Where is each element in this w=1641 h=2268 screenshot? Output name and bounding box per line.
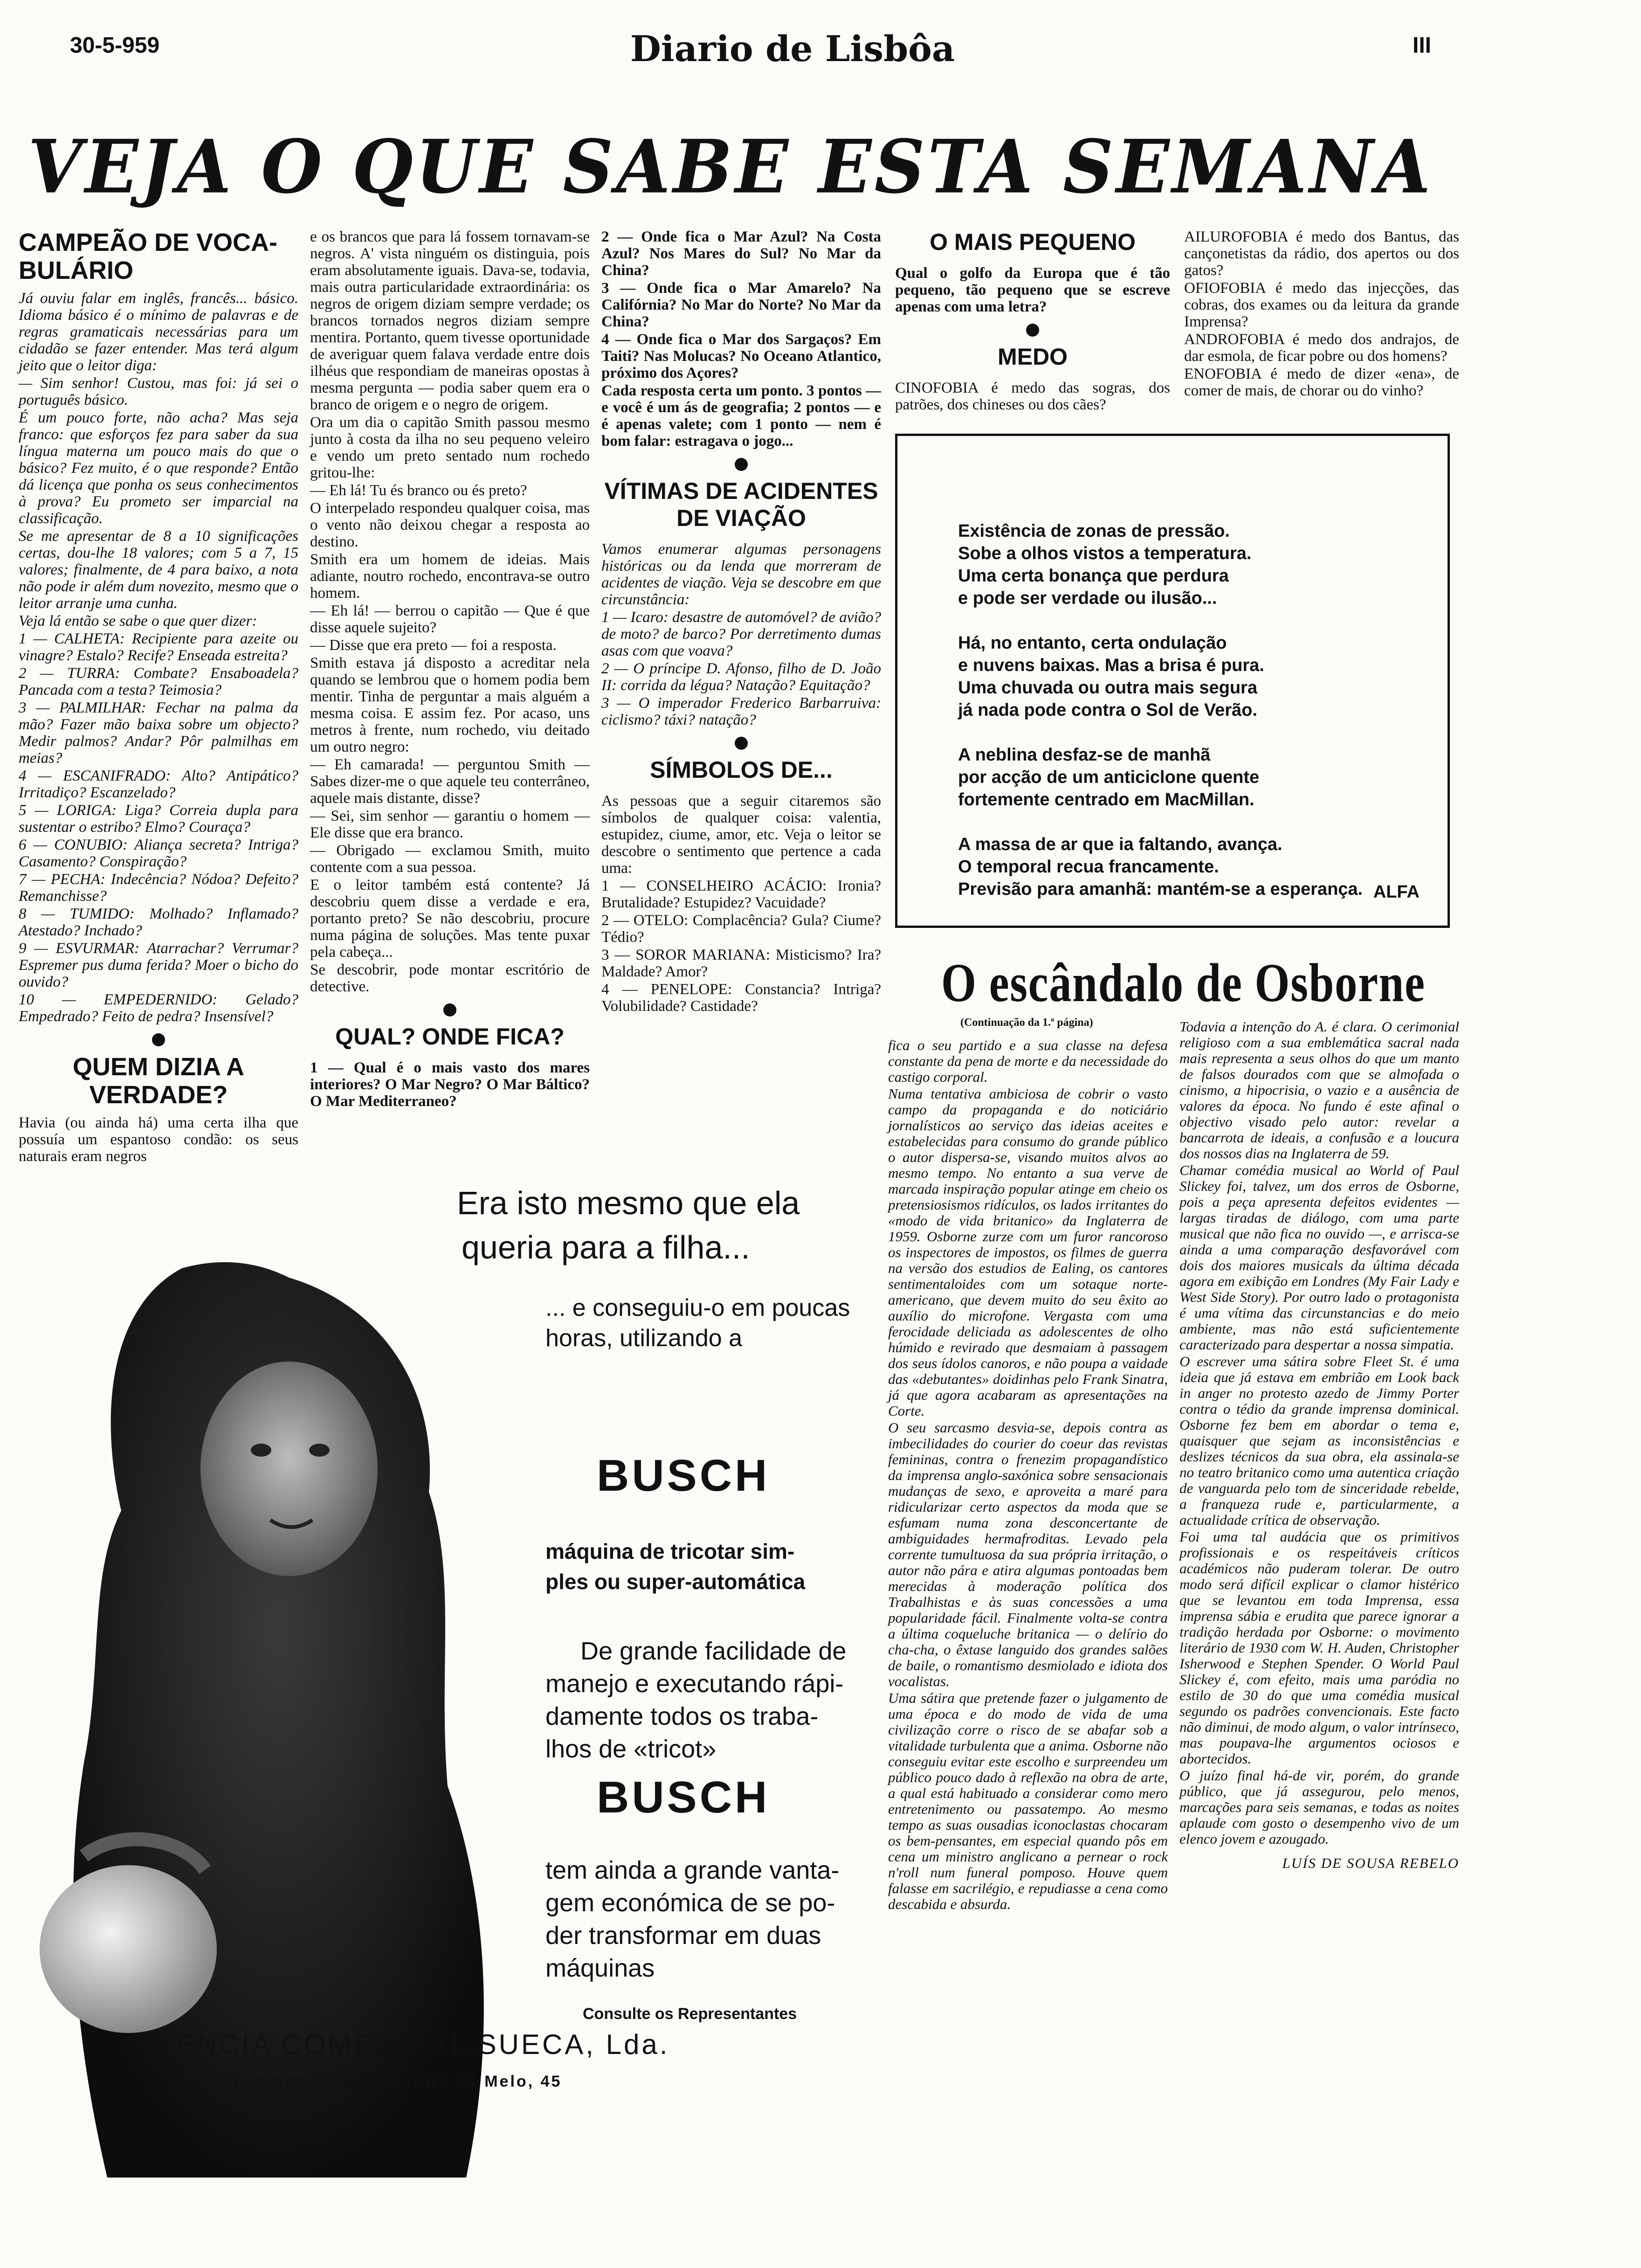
osborne-paragraph: Chamar comédia musical ao World of Paul Slickey foi, talvez, um dos erros de Osborne, pois a peça apresenta defeitos evidentes — largas tiradas de diálogo, com uma parte musical que não fica no ouvido —, e arrisca-se ainda a uma comparação desfavorável com dois dos maiores musicals da última década agora em exibição em Londres (My Fair Lady e West Side Story). Por outro lado o protagonista é uma vítima das circunstancias e do meio ambiente, mas não está suficientemente caracterizado para despertar a nossa simpatia. — [1179, 1162, 1459, 1353]
column-quiz — [601, 228, 881, 1016]
weather-poem-box — [895, 434, 1450, 928]
truth-intro: Havia (ou ainda há) uma certa ilha que possuía um espantoso condão: os seus naturais eram negros — [19, 1114, 298, 1165]
truth-story-paragraph: — Obrigado — exclamou Smith, muito contente com a sua pessoa. — [310, 842, 590, 876]
vocabulary-text — [19, 290, 298, 1025]
busch-brand-1: BUSCH — [597, 1451, 770, 1500]
column-phobias — [1184, 228, 1459, 400]
vocabulary-paragraph: 5 — LORIGA: Liga? Correia dupla para sustentar o estribo? Elmo? Couraça? — [19, 802, 298, 836]
phobia-question: ENOFOBIA é medo de dizer «ena», de comer de mais, de chorar ou do vinho? — [1184, 366, 1459, 399]
accidents-text — [601, 541, 881, 728]
truth-story-paragraph: — Disse que era preto — foi a resposta. — [310, 637, 557, 654]
poem-line: já nada pode contra o Sol de Verão. — [958, 700, 1257, 720]
poem-line: Existência de zonas de pressão. — [958, 521, 1230, 541]
vocabulary-heading: CAMPEÃO DE VOCA-BULÁRIO — [19, 228, 278, 284]
vocabulary-paragraph: 6 — CONUBIO: Aliança secreta? Intriga? Casamento? Conspiração? — [19, 837, 298, 870]
truth-story-paragraph: Se descobrir, pode montar escritório de detective. — [310, 961, 590, 995]
truth-story-paragraph: O interpelado respondeu qualquer coisa, mas o vento não deixou chegar a resposta ao destino. — [310, 500, 590, 550]
truth-story-paragraph: Smith era um homem de ideias. Mais adiante, noutro rochedo, encontrava-se outro homem. — [310, 551, 590, 602]
ad-text-8: lhos de «tricot» — [545, 1735, 717, 1763]
vocabulary-paragraph: 2 — TURRA: Combate? Ensaboadela? Pancada com a testa? Teimosia? — [19, 665, 298, 698]
separator-dot — [1026, 324, 1039, 337]
ad-text-9: tem ainda a grande vanta- — [545, 1856, 840, 1884]
accidents-paragraph: 1 — Icaro: desastre de automóvel? de avião? de moto? de barco? Por derretimento dumas asas com que voava? — [601, 609, 881, 659]
column-smallest — [895, 228, 1170, 414]
poem-line: Há, no entanto, certa ondulação — [958, 633, 1227, 653]
issue-date: 30-5-959 — [70, 33, 160, 58]
osborne-paragraph: Foi uma tal audácia que os primitivos profissionais e os respeitáveis críticos académicos não puderam tolerar. De outro modo será difícil explicar o clamor histérico que se levantou em toda Imprensa, essa imprensa sábia e erudita que parece ignorar a tradição herdada por Osborne: o movimento literário de 1930 com W. H. Auden, Christopher Isherwood e Stephen Spender. O World Paul Slickey é, com efeito, mais uma paródia no estilo de 30 do que uma comédia musical segundo os padrões convencionais. Este facto não diminui, de modo algum, o valor intrínseco, mas poupava-lhe argumentos ociosos e abortecidos. — [1179, 1528, 1459, 1767]
osborne-paragraph: fica o seu partido e a sua classe na defesa constante da pena de morte e da necessidade do castigo corporal. — [888, 1037, 1168, 1085]
poem-line: e pode ser verdade ou ilusão... — [958, 588, 1217, 608]
smallest-question: Qual o golfo da Europa que é tão pequeno, tão pequeno que se escreve apenas com uma letra? — [895, 265, 1170, 315]
truth-heading: QUEM DIZIA A VERDADE? — [73, 1053, 244, 1109]
separator-dot — [735, 458, 748, 471]
column-truth-story — [310, 228, 590, 1111]
osborne-continuation: (Continuação da 1.ª página) — [960, 1016, 1093, 1029]
poem-line: A neblina desfaz-se de manhã — [958, 745, 1211, 765]
truth-story-paragraph: — Eh lá! Tu és branco ou és preto? — [310, 482, 527, 499]
ad-agency: AGENCIA COMERCIAL SUECA, Lda. — [131, 2029, 670, 2060]
ad-text-4: ples ou super-automática — [545, 1570, 806, 1594]
vocabulary-paragraph: É um pouco forte, não acha? Mas seja franco: que esforços fez para saber da sua língua materna um pouco mais do que o básico? Fez muito, é o que responde? Então dá licença que ponha os seus conhecimentos à prova? Eu prometo ser imparcial na classificação. — [19, 409, 298, 527]
ad-text-10: gem económica de se po- — [545, 1889, 835, 1917]
poem-line: A massa de ar que ia faltando, avança. — [958, 835, 1282, 854]
phobia-question: AILUROFOBIA é medo dos Bantus, das cançonetistas da rádio, dos apertos ou dos gatos? — [1184, 228, 1459, 279]
ad-headline-1: Era isto mesmo que ela — [457, 1185, 800, 1221]
weather-poem — [958, 520, 1406, 923]
osborne-right-text — [1179, 1019, 1459, 1847]
poem-line: e nuvens baixas. Mas a brisa é pura. — [958, 656, 1264, 675]
page-number: III — [1413, 33, 1432, 58]
accidents-paragraph: Vamos enumerar algumas personagens históricas ou da lenda que morreram de acidentes de viação. Veja se descobre em que circunstância: — [601, 541, 881, 608]
accidents-heading: VÍTIMAS DE ACIDENTES DE VIAÇÃO — [604, 478, 878, 531]
sea-question: 4 — Onde fica o Mar dos Sargaços? Em Taiti? Nas Molucas? No Oceano Atlantico, próximo dos Açores? — [601, 331, 881, 381]
sea-question: Cada resposta certa um ponto. 3 pontos — e você é um ás de geografia; 2 pontos — e é apenas valete; com 1 ponto — nem é bom falar: estragava o jogo... — [601, 382, 881, 449]
symbols-paragraph: 1 — CONSELHEIRO ACÁCIO: Ironia? Brutalidade? Estupidez? Vacuidade? — [601, 878, 881, 911]
poem-line: fortemente centrado em MacMillan. — [958, 790, 1255, 809]
vocabulary-paragraph: 7 — PECHA: Indecência? Nódoa? Defeito? Remanchisse? — [19, 871, 298, 905]
symbols-text — [601, 793, 881, 1015]
newspaper-title: Diario de Lisbôa — [630, 28, 955, 69]
ad-text-1: ... e conseguiu-o em poucas — [545, 1294, 850, 1321]
osborne-paragraph: Uma sátira que pretende fazer o julgamento de uma época e do modo de vida de uma civilização corre o risco de se abafar sob a vitalidade turbulenta que a anima. Osborne não conseguiu evitar este escolho e surpreendeu um público pouco dado à reflexão na obra de arte, a qual está habituado a considerar como mero entretenimento ou passatempo. Ao mesmo tempo as suas ousadias iconoclastas chocaram os bem-pensantes, em especial quando pôs em cena um ministro anglicano a pernear o rock n'roll num funeral pomposo. Houve quem falasse em sacrilégio, e repudiasse a cena como descabida e absurda. — [888, 1690, 1168, 1912]
vocabulary-paragraph: 9 — ESVURMAR: Atarrachar? Verrumar? Espremer pus duma ferida? Moer o bicho do ouvido? — [19, 940, 298, 990]
ad-text-3: máquina de tricotar sim- — [545, 1539, 795, 1563]
poem-stanza — [958, 744, 1406, 811]
poem-line: Uma chuvada ou outra mais segura — [958, 678, 1257, 698]
osborne-paragraph: O seu sarcasmo desvia-se, depois contra as imbecilidades do courier do coeur das revistas femininas, contra o frenezim propagandístico da imprensa anglo-saxónica sobre sensacionais mudanças de sexo, e aproveita a maré para ridicularizar certo aspectos da moda que se esfumam numa zona desconcertante de ambiguidades hermafroditas. Levado pela corrente tumultuosa da sua própria irritação, o autor não pára e atira algumas pontoadas bem merecidas à moderação política dos Trabalhistas e às suas concessões a uma popularidade fácil. Finalmente volta-se contra a última coqueluche britanica — o delírio do cha-cha, o êxtase languido dos grandes salões de baile, o romantismo desmiolado e idiota dos vocalistas. — [888, 1419, 1168, 1689]
busch-advertisement — [0, 1152, 867, 2266]
osborne-left-text — [888, 1037, 1168, 1912]
truth-story-paragraph: — Sei, sim senhor — garantiu o homem — Ele disse que era branco. — [310, 808, 590, 841]
ad-consult: Consulte os Representantes — [583, 2005, 797, 2023]
where-heading: QUAL? ONDE FICA? — [335, 1023, 565, 1050]
vocabulary-paragraph: 10 — EMPEDERNIDO: Gelado? Empedrado? Feito de pedra? Insensível? — [19, 991, 298, 1025]
symbols-heading: SÍMBOLOS DE... — [650, 757, 833, 783]
osborne-paragraph: Todavia a intenção do A. é clara. O cerimonial religioso com a sua emblemática sacral nada mais representa a seus olhos do que um manto de falsos dourados com que se almofada o cinismo, a hipocrisia, o vazio e a ausência de valores da época. No fundo é este afinal o objectivo visado pelo autor: revelar a bancarrota de ideais, a confusão e a loucura dos nossos dias na Inglaterra de 59. — [1179, 1018, 1459, 1162]
poem-line: O temporal recua francamente. — [958, 857, 1219, 877]
vocabulary-paragraph: 4 — ESCANIFRADO: Alto? Antipático? Irritadiço? Escanzelado? — [19, 768, 298, 801]
accidents-paragraph: 2 — O príncipe D. Afonso, filho de D. João II: corrida da légua? Natação? Equitação? — [601, 660, 881, 694]
separator-dot — [443, 1003, 456, 1016]
vocabulary-paragraph: — Sim senhor! Custou, mas foi: já sei o português básico. — [19, 375, 298, 408]
truth-story-text — [310, 228, 590, 995]
accidents-paragraph: 3 — O imperador Frederico Barbarruiva: ciclismo? táxi? natação? — [601, 695, 881, 728]
truth-story-paragraph: E o leitor também está contente? Já descobriu quem disse a verdade e era, portanto preto? Se não descobriu, procure numa página de soluções. Mas tente puxar pela cabeça... — [310, 877, 590, 961]
busch-brand-2: BUSCH — [597, 1772, 770, 1822]
poem-stanza — [958, 520, 1406, 609]
symbols-paragraph: 2 — OTELO: Complacência? Gula? Ciume? Tédio? — [601, 912, 881, 946]
osborne-paragraph: Numa tentativa ambiciosa de cobrir o vasto campo da propaganda e do noticiário jornalísticos ao serviço das ideias aceites e estabelecidas para consumo do grande público o autor dispersa-se, visando muitos alvos ao mesmo tempo. No entanto a sua verve de marcada inspiração popular atinge em cheio os pretensiosismos ridículos, os lados irritantes do «modo de vida britanico» da Inglaterra de 1959. Osborne zurze com um furor rancoroso os inspectores de impostos, os filmes de guerra na versão dos estudios de Ealing, os cantores sentimentaloides com um sotaque norte-americano, que devem muito do seu êxito ao auxílio do microfone. Vergasta com uma ferocidade deliciada as adolescentes de olho húmido e revirado que desmaiam à passagem dos seus ídolos canoros, e não poupa a vaidade das «debutantes» doidinhas pelo Frank Sinatra, já que agora acabaram as apresentações na Corte. — [888, 1086, 1168, 1419]
poem-stanza — [958, 833, 1406, 900]
column-vocabulary — [19, 228, 298, 1166]
poem-line: Sobe a olhos vistos a temperatura. — [958, 544, 1252, 563]
vocabulary-paragraph: 8 — TUMIDO: Molhado? Inflamado? Atestado? Inchado? — [19, 906, 298, 939]
symbols-paragraph: As pessoas que a seguir citaremos são símbolos de qualquer coisa: valentia, estupidez, ciume, amor, etc. Veja o leitor se descobre o sentimento que pertence a cada uma: — [601, 793, 881, 877]
ad-headline-2: queria para a filha... — [462, 1229, 750, 1265]
osborne-paragraph: O escrever uma sátira sobre Fleet St. é uma ideia que já estava em embrião em Look back in anger no protesto azedo de Jimmy Porter contra o tédio da grande imprensa dominical. Osborne fez bem em abordar o tema e, quaisquer que sejam as inconsistências e deslizes técnicos da sua obra, ela assinala-se no teatro britanico como uma autentica criação de vanguarda pelo tom de sinceridade rebelde, a franqueza rude e, particularmente, a actualidade crítica de observação. — [1179, 1353, 1459, 1528]
truth-story-paragraph: e os brancos que para lá fossem tornavam-se negros. A' vista ninguém os distinguia, pois eram absolutamente iguais. Dava-se, todavia, mais outra particularidade extraordinária: os negros de origem diziam sempre verdade; os brancos tornados negros diziam sempre mentira. Portanto, quem tivesse oportunidade de averiguar quem falava verdade entre dois ilhéus que respondiam de maneiras opostas à mesma pergunta — podia saber quem era o branco de origem e o negro de origem. — [310, 228, 590, 413]
truth-story-paragraph: Smith estava já disposto a acreditar nela quando se lembrou que o homem podia bem mentir. Tinha de perguntar a mais alguém a mesma coisa. E assim fez. Por acaso, uns metros à frente, num rochedo, viu deitado um outro negro: — [310, 655, 590, 755]
poem-stanza — [958, 632, 1406, 721]
phobia-question: OFIOFOBIA é medo das injecções, das cobras, dos exames ou da leitura da grande Imprensa? — [1184, 280, 1459, 330]
osborne-paragraph: O juízo final há-de vir, porém, do grande público, que já assegurou, pelo menos, marcações para seis semanas, e todas as noites aplaude com gosto o desempenho vivo de um elenco jovem e azougado. — [1179, 1767, 1459, 1847]
page-banner: VEJA O QUE SABE ESTA SEMANA — [28, 124, 1434, 210]
sea-question: 2 — Onde fica o Mar Azul? Na Costa Azul? Nos Mares do Sul? No Mar da China? — [601, 228, 881, 279]
symbols-paragraph: 3 — SOROR MARIANA: Misticismo? Ira? Maldade? Amor? — [601, 947, 881, 980]
fear-heading: MEDO — [998, 344, 1068, 370]
poem-signature: ALFA — [1373, 882, 1420, 902]
ad-text-5: De grande facilidade de — [580, 1637, 847, 1665]
truth-story-paragraph: — Eh camarada! — perguntou Smith — Sabes dizer-me o que aquele teu conterrâneo, aquele mais distante, disse? — [310, 756, 590, 807]
vocabulary-paragraph: Já ouviu falar em inglês, francês... básico. Idioma básico é o mínimo de palavras e de regras gramaticais necessárias para um cidadão se fazer entender. Mas terá algum jeito que o leitor diga: — [19, 290, 298, 374]
where-question-1: 1 — Qual é o mais vasto dos mares interiores? O Mar Negro? O Mar Báltico? O Mar Mediterraneo? — [310, 1059, 590, 1110]
ad-text-7: damente todos os traba- — [545, 1702, 819, 1730]
smallest-heading: O MAIS PEQUENO — [930, 229, 1136, 255]
separator-dot — [152, 1033, 165, 1046]
ad-text-11: der transformar em duas — [545, 1922, 821, 1950]
vocabulary-paragraph: 3 — PALMILHAR: Fechar na palma da mão? Fazer mão baixa sobre um objecto? Medir palmos? Andar? Pôr palmilhas em meias? — [19, 699, 298, 767]
sea-questions — [601, 228, 881, 449]
poem-line: por acção de um anticiclone quente — [958, 768, 1260, 787]
poem-line: Uma certa bonança que perdura — [958, 566, 1229, 586]
ad-text-6: manejo e executando rápi- — [545, 1670, 844, 1698]
separator-dot — [735, 737, 748, 750]
vocabulary-paragraph: Veja lá então se sabe o que quer dizer: — [19, 613, 257, 629]
author-signature: LUÍS DE SOUSA REBELO — [1282, 1855, 1459, 1871]
vocabulary-paragraph: 1 — CALHETA: Recipiente para azeite ou vinagre? Estalo? Recife? Enseada estreita? — [19, 630, 298, 664]
osborne-column-left — [888, 1037, 1168, 1913]
sea-question: 3 — Onde fica o Mar Amarelo? Na Califórnia? No Mar do Norte? No Mar da China? — [601, 280, 881, 330]
ad-text-2: horas, utilizando a — [545, 1325, 743, 1352]
ad-address: Avenida Fontes Pereira de Melo, 45 — [233, 2073, 562, 2090]
poem-line: Previsão para amanhã: mantém-se a esperança. — [958, 879, 1363, 899]
osborne-column-right — [1179, 1019, 1459, 1871]
truth-story-paragraph: — Eh lá! — berrou o capitão — Que é que disse aquele sujeito? — [310, 602, 590, 636]
ad-text-12: máquinas — [545, 1954, 655, 1982]
truth-story-paragraph: Ora um dia o capitão Smith passou mesmo junto à costa da ilha no seu pequeno veleiro e vendo um preto sentado num rochedo gritou-lhe: — [310, 414, 590, 481]
osborne-headline: O escândalo de Osborne — [941, 952, 1426, 1013]
vocabulary-paragraph: Se me apresentar de 8 a 10 significações certas, dou-lhe 18 valores; com 5 a 7, 15 valores; finalmente, de 4 para baixo, a nota não pode ir além dum novezito, mesmo que o leitor arranje uma cunha. — [19, 528, 298, 612]
phobias-text — [1184, 228, 1459, 399]
symbols-paragraph: 4 — PENELOPE: Constancia? Intriga? Volubilidade? Castidade? — [601, 981, 881, 1015]
fear-question-1: CINOFOBIA é medo das sogras, dos patrões, dos chineses ou dos cães? — [895, 380, 1170, 413]
phobia-question: ANDROFOBIA é medo dos andrajos, de dar esmola, de ficar pobre ou dos homens? — [1184, 331, 1459, 365]
author-signature-wrap — [1179, 1855, 1459, 1871]
